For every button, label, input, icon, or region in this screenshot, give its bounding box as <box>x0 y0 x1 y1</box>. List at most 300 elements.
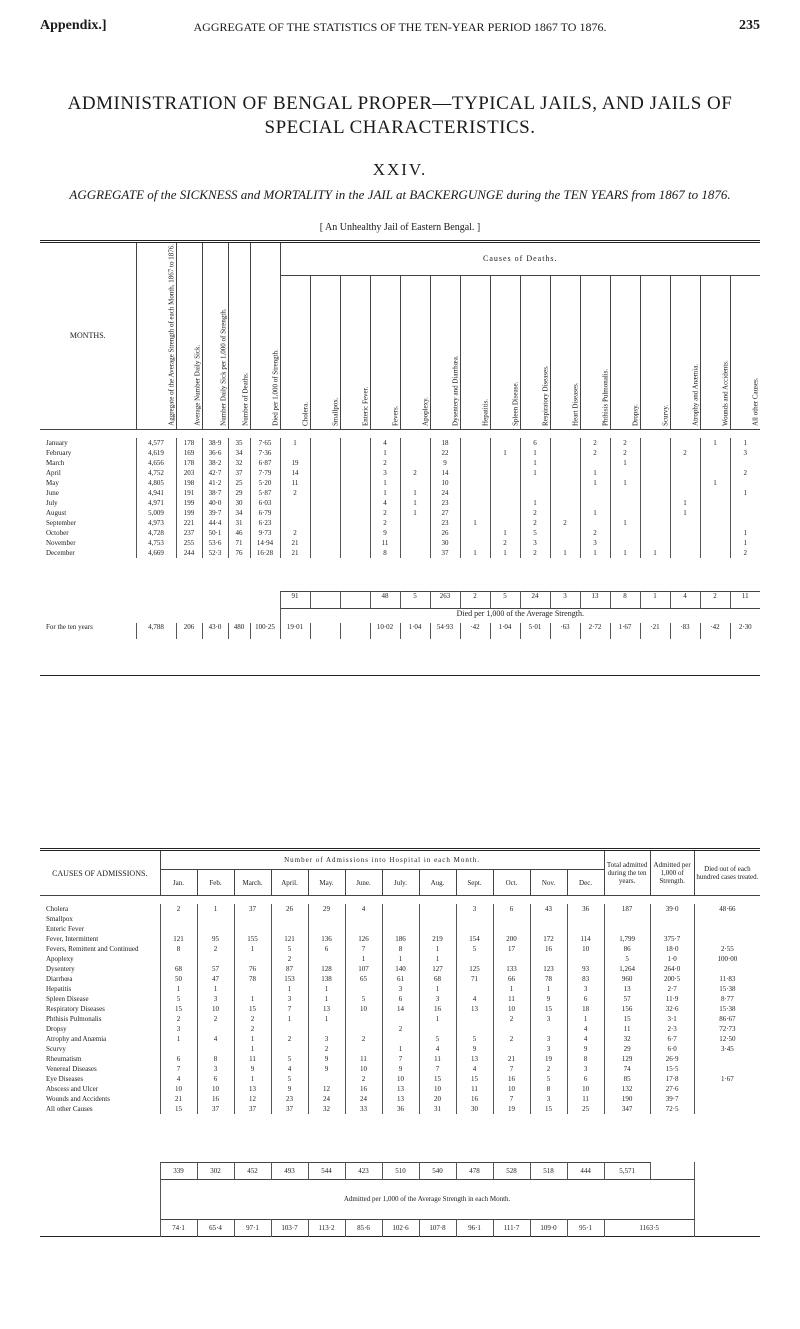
admission-per1000-cell: 32·6 <box>650 1004 694 1014</box>
month-value-cell: 4,669 <box>136 548 176 558</box>
admission-month-cell: 15 <box>419 1074 456 1084</box>
admission-month-cell: 95 <box>197 934 234 944</box>
admission-month-cell: 2 <box>382 1024 419 1034</box>
cause-header: Phthisis Pulmonalis. <box>580 275 610 429</box>
admission-month-cell: 107 <box>345 964 382 974</box>
month-value-cell <box>700 458 730 468</box>
month-value-cell <box>550 458 580 468</box>
month-value-cell <box>580 458 610 468</box>
admission-month-cell: 1 <box>419 944 456 954</box>
admission-row <box>40 934 760 944</box>
admission-month-cell: 1 <box>234 1074 271 1084</box>
month-value-cell: 1 <box>700 438 730 448</box>
month-value-cell: 5,009 <box>136 508 176 518</box>
admission-month-cell: 138 <box>308 974 345 984</box>
month-value-cell: 31 <box>228 518 250 528</box>
admission-month-cell: 6 <box>567 994 604 1004</box>
admission-month-cell: 11 <box>567 1094 604 1104</box>
month-value-cell: 221 <box>176 518 202 528</box>
admission-month-cell <box>271 924 308 934</box>
admission-month-cell: 1 <box>234 944 271 954</box>
admission-month-cell: 126 <box>345 934 382 944</box>
month-value-cell: 46 <box>228 528 250 538</box>
month-value-cell <box>460 538 490 548</box>
admission-month-cell: 5 <box>530 1074 567 1084</box>
month-header: Aug. <box>419 870 456 896</box>
month-value-cell: 4,656 <box>136 458 176 468</box>
admissions-table <box>40 848 760 1237</box>
month-value-cell <box>550 448 580 458</box>
month-value-cell: 6·23 <box>250 518 280 528</box>
month-value-cell: 1 <box>490 528 520 538</box>
died-per-hundred-cell: 48·66 <box>719 905 736 913</box>
admission-month-cell: 3 <box>530 1034 567 1044</box>
died-per-hundred-cell <box>694 964 760 974</box>
admission-cause: Fever, Intermittent <box>40 934 160 944</box>
monthly-rates-row <box>40 1219 760 1236</box>
admission-month-cell: 121 <box>271 934 308 944</box>
admission-month-cell: 6 <box>567 1074 604 1084</box>
month-value-cell <box>460 478 490 488</box>
month-value-cell: 36·6 <box>202 448 228 458</box>
admission-month-cell: 16 <box>197 1094 234 1104</box>
section-number: XXIV. <box>372 160 428 179</box>
month-value-cell <box>550 488 580 498</box>
month-value-cell: 2 <box>610 438 640 448</box>
died-per-hundred-cell <box>694 1064 760 1074</box>
admission-cause: Smallpox <box>40 914 160 924</box>
admission-per1000-cell: 1·0 <box>650 954 694 964</box>
summary-cell <box>310 623 340 639</box>
admission-month-cell <box>345 984 382 994</box>
admission-month-cell: 9 <box>382 1064 419 1074</box>
admission-month-cell: 1 <box>197 984 234 994</box>
month-value-cell <box>640 448 670 458</box>
summary-cell: ·42 <box>700 623 730 639</box>
admission-month-cell: 21 <box>493 1054 530 1064</box>
month-value-cell: 2 <box>520 508 550 518</box>
admission-per1000-cell: 15·5 <box>650 1064 694 1074</box>
admission-month-cell: 4 <box>271 1064 308 1074</box>
admission-month-cell: 13 <box>456 1004 493 1014</box>
month-value-cell <box>400 528 430 538</box>
admission-month-cell: 10 <box>197 1004 234 1014</box>
admission-month-cell: 4 <box>419 1044 456 1054</box>
month-value-cell: 3 <box>580 538 610 548</box>
cause-total-cell: 91 <box>280 592 310 609</box>
month-value-cell <box>730 478 760 488</box>
month-value-cell: 5·20 <box>250 478 280 488</box>
month-value-cell <box>310 508 340 518</box>
month-label: October <box>40 528 136 538</box>
month-value-cell <box>550 478 580 488</box>
admission-month-cell: 136 <box>308 934 345 944</box>
months-header: MONTHS. <box>40 242 136 430</box>
month-value-cell <box>490 478 520 488</box>
month-value-cell <box>640 498 670 508</box>
month-value-cell: 6 <box>520 438 550 448</box>
admission-cause: Dropsy <box>40 1024 160 1034</box>
admission-row <box>40 1014 760 1024</box>
month-value-cell <box>340 468 370 478</box>
month-totals-row <box>40 1162 760 1179</box>
cause-header: Wounds and Accidents. <box>700 275 730 429</box>
month-header: March. <box>234 870 271 896</box>
admission-month-cell: 76 <box>234 964 271 974</box>
admission-month-cell <box>493 954 530 964</box>
cause-header: Spleen Disease. <box>490 275 520 429</box>
died-per-hundred-cell <box>694 934 760 944</box>
admission-month-cell: 1 <box>308 984 345 994</box>
admission-month-cell: 18 <box>567 1004 604 1014</box>
admission-month-cell: 7 <box>493 1094 530 1104</box>
blank-cell <box>694 1162 760 1179</box>
spacer-row <box>40 1114 760 1162</box>
admission-per1000-cell: 6·7 <box>650 1034 694 1044</box>
month-value-cell <box>700 448 730 458</box>
month-value-cell: 178 <box>176 458 202 468</box>
total-admitted-header: Total admitted during the ten years. <box>604 850 650 896</box>
summary-cell: 206 <box>176 623 202 639</box>
month-row <box>40 438 760 448</box>
month-total-cell: 544 <box>308 1162 345 1179</box>
summary-label: For the ten years <box>40 623 136 639</box>
admission-month-cell: 6 <box>382 994 419 1004</box>
month-value-cell: 30 <box>228 498 250 508</box>
summary-cell: ·21 <box>640 623 670 639</box>
spacer-cell <box>40 896 760 905</box>
month-value-cell: 25 <box>228 478 250 488</box>
month-value-cell: 1 <box>520 458 550 468</box>
spacer-cell <box>40 429 730 438</box>
summary-cell: 1·67 <box>610 623 640 639</box>
month-value-cell: 2 <box>670 448 700 458</box>
month-value-cell: 19 <box>280 458 310 468</box>
admission-month-cell <box>493 924 530 934</box>
admission-month-cell <box>234 924 271 934</box>
month-value-cell: 1 <box>670 498 700 508</box>
admission-month-cell: 11 <box>234 1054 271 1064</box>
admission-month-cell: 3 <box>419 994 456 1004</box>
month-label: May <box>40 478 136 488</box>
admission-month-cell: 1 <box>493 984 530 994</box>
admission-month-cell: 3 <box>530 1044 567 1054</box>
admission-per1000-cell: 39·0 <box>650 904 694 914</box>
blank-cell <box>694 1179 760 1219</box>
month-value-cell <box>550 498 580 508</box>
admission-month-cell: 5 <box>419 1034 456 1044</box>
month-value-cell: 237 <box>176 528 202 538</box>
admission-month-cell: 78 <box>234 974 271 984</box>
month-rate-cell: 95·1 <box>567 1219 604 1236</box>
admission-month-cell: 3 <box>197 994 234 1004</box>
month-value-cell <box>310 478 340 488</box>
admission-month-cell: 1 <box>234 1034 271 1044</box>
admission-month-cell: 2 <box>308 1044 345 1054</box>
month-value-cell <box>640 458 670 468</box>
month-value-cell: 52·3 <box>202 548 228 558</box>
month-value-cell: 3 <box>370 468 400 478</box>
month-value-cell: 3 <box>743 448 748 457</box>
month-value-cell: 2 <box>610 448 640 458</box>
month-total-cell: 510 <box>382 1162 419 1179</box>
admission-row <box>40 1104 760 1114</box>
month-value-cell: 2 <box>520 548 550 558</box>
admission-month-cell: 15 <box>456 1074 493 1084</box>
month-value-cell <box>310 548 340 558</box>
admission-month-cell: 15 <box>160 1104 197 1114</box>
month-value-cell <box>460 488 490 498</box>
admission-cause: Fevers, Remittent and Continued <box>40 944 160 954</box>
admission-month-cell: 24 <box>345 1094 382 1104</box>
admission-cause: Apoplexy <box>40 954 160 964</box>
month-value-cell <box>670 538 700 548</box>
admission-month-cell: 10 <box>419 1084 456 1094</box>
month-value-cell: 255 <box>176 538 202 548</box>
admission-month-cell: 7 <box>419 1064 456 1074</box>
cause-total-cell: 24 <box>520 592 550 609</box>
admission-cause: Respiratory Diseases <box>40 1004 160 1014</box>
admission-month-cell: 37 <box>234 1104 271 1114</box>
admission-month-cell: 33 <box>345 1104 382 1114</box>
spacer-cell <box>40 639 730 675</box>
month-value-cell <box>340 488 370 498</box>
month-value-cell <box>700 548 730 558</box>
month-value-cell: 1 <box>370 488 400 498</box>
month-value-cell <box>610 508 640 518</box>
admission-month-cell: 31 <box>419 1104 456 1114</box>
admission-row <box>40 1084 760 1094</box>
admission-row <box>40 944 760 954</box>
admission-month-cell <box>382 1034 419 1044</box>
admission-total-cell: 32 <box>604 1034 650 1044</box>
month-value-cell <box>490 488 520 498</box>
admission-month-cell: 37 <box>234 904 271 914</box>
month-value-cell <box>490 508 520 518</box>
month-value-cell: 41·2 <box>202 478 228 488</box>
admissions-group-header: Number of Admissions into Hospital in each Month. <box>160 850 604 870</box>
admission-month-cell <box>419 1024 456 1034</box>
month-value-cell <box>340 438 370 448</box>
admission-month-cell <box>419 904 456 914</box>
cause-total-cell <box>310 592 340 609</box>
month-value-cell: 39·7 <box>202 508 228 518</box>
annual-rate-cell: 1163·5 <box>604 1219 694 1236</box>
month-value-cell: 1 <box>370 448 400 458</box>
causes-of-admissions-header: CAUSES OF ADMISSIONS. <box>40 850 160 896</box>
month-value-cell: 26 <box>430 528 460 538</box>
admission-month-cell: 15 <box>160 1004 197 1014</box>
admitted-per-1000-header: Admitted per 1,000 of Strength. <box>650 850 694 896</box>
month-value-cell: 37 <box>228 468 250 478</box>
month-value-cell <box>280 498 310 508</box>
month-value-cell <box>400 478 430 488</box>
admission-month-cell <box>197 1044 234 1054</box>
admission-month-cell <box>271 914 308 924</box>
month-value-cell: 2 <box>370 518 400 528</box>
admission-month-cell: 7 <box>345 944 382 954</box>
admission-month-cell <box>271 1024 308 1034</box>
month-value-cell: 50·1 <box>202 528 228 538</box>
admission-month-cell: 128 <box>308 964 345 974</box>
admission-per1000-cell: 72·5 <box>650 1104 694 1114</box>
cause-header: All other Causes. <box>730 275 760 429</box>
month-value-cell <box>550 508 580 518</box>
admission-month-cell: 36 <box>382 1104 419 1114</box>
admission-month-cell <box>530 914 567 924</box>
month-value-cell: 44·4 <box>202 518 228 528</box>
cause-header: Apoplexy. <box>400 275 430 429</box>
month-value-cell: 27 <box>430 508 460 518</box>
grand-total-cell: 5,571 <box>604 1162 650 1179</box>
month-value-cell: 14 <box>430 468 460 478</box>
admission-month-cell: 8 <box>197 1054 234 1064</box>
month-value-cell: 1 <box>520 448 550 458</box>
col-aggregate-strength: Aggregate of the Average Strength of each Month, 1867 to 1876. <box>136 242 176 430</box>
month-value-cell <box>490 518 520 528</box>
admission-month-cell: 8 <box>160 944 197 954</box>
died-per-hundred-cell: 86·67 <box>719 1015 736 1023</box>
admission-month-cell: 11 <box>456 1084 493 1094</box>
admission-month-cell: 12 <box>308 1084 345 1094</box>
month-value-cell: 4 <box>370 498 400 508</box>
admission-row <box>40 904 760 914</box>
admission-month-cell <box>345 1044 382 1054</box>
cause-header: Respiratory Diseases. <box>520 275 550 429</box>
month-label: September <box>40 518 136 528</box>
admission-month-cell: 1 <box>271 984 308 994</box>
month-value-cell <box>340 498 370 508</box>
month-value-cell: 4,805 <box>136 478 176 488</box>
month-value-cell <box>460 438 490 448</box>
admission-month-cell <box>456 1024 493 1034</box>
month-value-cell: 6·79 <box>250 508 280 518</box>
admission-month-cell: 15 <box>530 1104 567 1114</box>
month-value-cell <box>340 448 370 458</box>
admission-month-cell: 10 <box>160 1084 197 1094</box>
admission-month-cell: 23 <box>271 1094 308 1104</box>
mortality-table <box>40 240 760 676</box>
admission-month-cell: 1 <box>234 1044 271 1054</box>
admission-total-cell: 132 <box>604 1084 650 1094</box>
cause-total-cell: 48 <box>370 592 400 609</box>
month-total-cell: 444 <box>567 1162 604 1179</box>
month-value-cell: 1 <box>520 498 550 508</box>
admission-month-cell: 7 <box>382 1054 419 1064</box>
month-value-cell: 2 <box>370 508 400 518</box>
month-value-cell: 2 <box>280 488 310 498</box>
month-value-cell: 1 <box>580 548 610 558</box>
month-value-cell: 16·28 <box>250 548 280 558</box>
month-value-cell <box>280 448 310 458</box>
month-value-cell <box>610 488 640 498</box>
month-value-cell <box>610 498 640 508</box>
month-value-cell <box>640 438 670 448</box>
month-rate-cell: 109·0 <box>530 1219 567 1236</box>
admission-month-cell <box>493 1044 530 1054</box>
admission-month-cell: 3 <box>530 1094 567 1104</box>
cause-header: Fevers. <box>370 275 400 429</box>
admission-month-cell: 83 <box>567 974 604 984</box>
month-value-cell <box>700 528 730 538</box>
month-total-cell: 302 <box>197 1162 234 1179</box>
month-value-cell <box>670 478 700 488</box>
admission-month-cell: 8 <box>567 1054 604 1064</box>
admission-month-cell: 140 <box>382 964 419 974</box>
month-value-cell: 3 <box>520 538 550 548</box>
month-value-cell: 11 <box>370 538 400 548</box>
month-value-cell: 24 <box>430 488 460 498</box>
blank-cell <box>650 1162 694 1179</box>
admission-month-cell: 2 <box>530 1064 567 1074</box>
month-value-cell <box>550 438 580 448</box>
month-value-cell: 4 <box>370 438 400 448</box>
admission-month-cell <box>197 924 234 934</box>
month-value-cell: 38·2 <box>202 458 228 468</box>
died-per-hundred-cell <box>694 914 760 924</box>
spacer-row <box>40 558 760 592</box>
admission-row <box>40 994 760 1004</box>
month-value-cell: 7·79 <box>250 468 280 478</box>
appendix-label: Appendix.] <box>40 18 107 33</box>
cause-header: Smallpox. <box>310 275 340 429</box>
cause-total-cell: 263 <box>430 592 460 609</box>
month-value-cell <box>310 488 340 498</box>
admission-month-cell <box>382 1014 419 1024</box>
admission-month-cell <box>160 954 197 964</box>
admitted-caption-row <box>40 1179 760 1219</box>
month-value-cell: 11 <box>280 478 310 488</box>
admission-month-cell <box>567 914 604 924</box>
month-value-cell <box>400 448 430 458</box>
month-value-cell: 7·65 <box>250 438 280 448</box>
admission-month-cell: 133 <box>493 964 530 974</box>
admission-month-cell: 9 <box>530 994 567 1004</box>
summary-cell: 1·04 <box>400 623 430 639</box>
admission-month-cell: 14 <box>382 1004 419 1014</box>
month-row <box>40 508 760 518</box>
admission-per1000-cell: 17·8 <box>650 1074 694 1084</box>
month-value-cell <box>310 468 340 478</box>
month-value-cell <box>700 468 730 478</box>
died-per-hundred-cell: 100·00 <box>717 955 738 963</box>
admission-month-cell <box>308 924 345 934</box>
blank-cell <box>40 1162 160 1179</box>
ten-year-summary-row <box>40 623 760 639</box>
admission-month-cell: 21 <box>160 1094 197 1104</box>
admission-month-cell: 2 <box>197 1014 234 1024</box>
admission-month-cell: 3 <box>197 1064 234 1074</box>
month-value-cell <box>640 508 670 518</box>
month-row <box>40 448 760 458</box>
month-value-cell: 2 <box>580 528 610 538</box>
month-row <box>40 458 760 468</box>
admission-month-cell <box>567 924 604 934</box>
admission-month-cell: 2 <box>493 1034 530 1044</box>
blank-cell <box>40 1219 160 1236</box>
admission-month-cell: 10 <box>493 1084 530 1094</box>
month-value-cell: 23 <box>430 498 460 508</box>
admission-month-cell: 10 <box>567 1084 604 1094</box>
cause-total-cell: 2 <box>700 592 730 609</box>
admission-per1000-cell: 11·9 <box>650 994 694 1004</box>
admission-month-cell: 25 <box>567 1104 604 1114</box>
month-value-cell: 169 <box>176 448 202 458</box>
cause-header: Dysentery and Diarrhœa. <box>430 275 460 429</box>
admission-month-cell <box>345 924 382 934</box>
cause-total-cell: 1 <box>640 592 670 609</box>
admission-month-cell: 5 <box>160 994 197 1004</box>
